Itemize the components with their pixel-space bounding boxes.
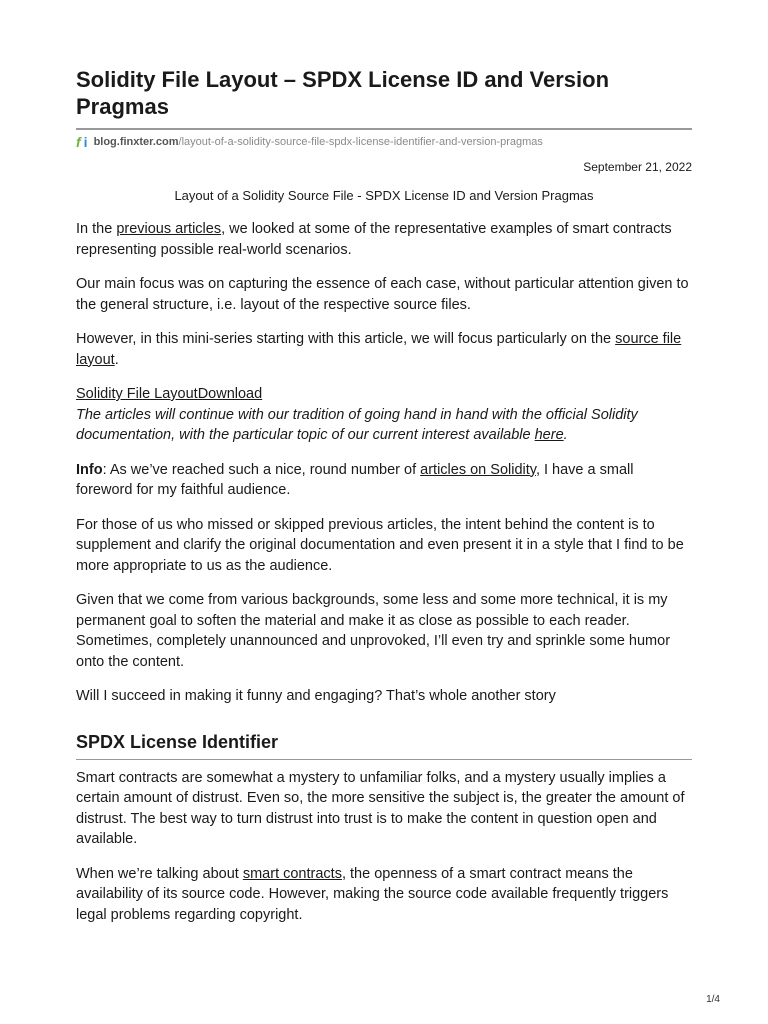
page-title: Solidity File Layout – SPDX License ID and Version Pragmas [76, 67, 610, 119]
here-link[interactable]: here [534, 427, 564, 443]
paragraph-openness: When we’re talking about smart contracts, the openness of a smart contract means the availability of its source code. However, making the source code available frequently triggers legal problems regarding copyright. [76, 865, 669, 923]
source-file-layout-link[interactable]: source file layout [76, 331, 682, 368]
paragraph-intro: In the previous articles, we looked at some of the representative examples of smart contracts representing possible real-world scenarios. [76, 221, 672, 258]
italic-note: The articles will continue with our tradition of going hand in hand with the official Solidity documentation, with the particular topic of our current interest available here. [76, 406, 638, 443]
page-number: 1/4 [706, 994, 720, 1005]
paragraph-backgrounds: Given that we come from various backgrounds, some less and some more technical, it is my permanent goal to soften the material and make it as close as possible to each reader. Sometimes, completely unannounced and unprovoked, I’ll even try and sprinkle some humor onto the content. [76, 592, 671, 670]
paragraph-miniseries: However, in this mini-series starting with this article, we will focus particularly on the source file layout. [76, 331, 682, 368]
section-divider [76, 759, 692, 760]
paragraph-missed: For those of us who missed or skipped previous articles, the intent behind the content is to supplement and clarify the original documentation and even present it in a style that I find to be more appropriate to us as the audience. [76, 516, 684, 574]
download-paragraph [76, 384, 692, 405]
finxter-fi-icon: f i [76, 134, 88, 150]
paragraph-focus: Our main focus was on capturing the essence of each case, without particular attention given to the general structure, i.e. layout of the respective source files. [76, 276, 689, 313]
smart-contracts-link[interactable]: smart contracts [242, 865, 342, 882]
articles-on-solidity-link[interactable]: articles on Solidity [420, 461, 536, 478]
download-link[interactable]: Solidity File LayoutDownload [76, 386, 263, 402]
section-heading: SPDX License Identifier [76, 731, 279, 752]
article [76, 0, 692, 925]
paragraph-funny: Will I succeed in making it funny and engaging? That’s whole another story [76, 688, 556, 704]
source-url[interactable] [76, 134, 692, 150]
publish-date: September 21, 2022 [583, 160, 692, 174]
image-caption: Layout of a Solidity Source File - SPDX License ID and Version Pragmas [174, 188, 594, 203]
info-paragraph: Info: As we’ve reached such a nice, round number of articles on Solidity, I have a small foreword for my faithful audience. [76, 461, 634, 498]
source-domain: blog.finxter.com [93, 136, 179, 148]
source-path: /layout-of-a-solidity-source-file-spdx-license-identifier-and-version-pragmas [178, 136, 543, 148]
previous-articles-link[interactable]: previous articles [116, 221, 222, 237]
title-divider [76, 128, 692, 130]
paragraph-mystery: Smart contracts are somewhat a mystery to unfamiliar folks, and a mystery usually implies a certain amount of distrust. Even so, the more sensitive the subject is, the greater the amount of distrust. The best way to turn distrust into trust is to make the content in question open and available. [76, 769, 685, 847]
info-label: Info [76, 461, 103, 478]
